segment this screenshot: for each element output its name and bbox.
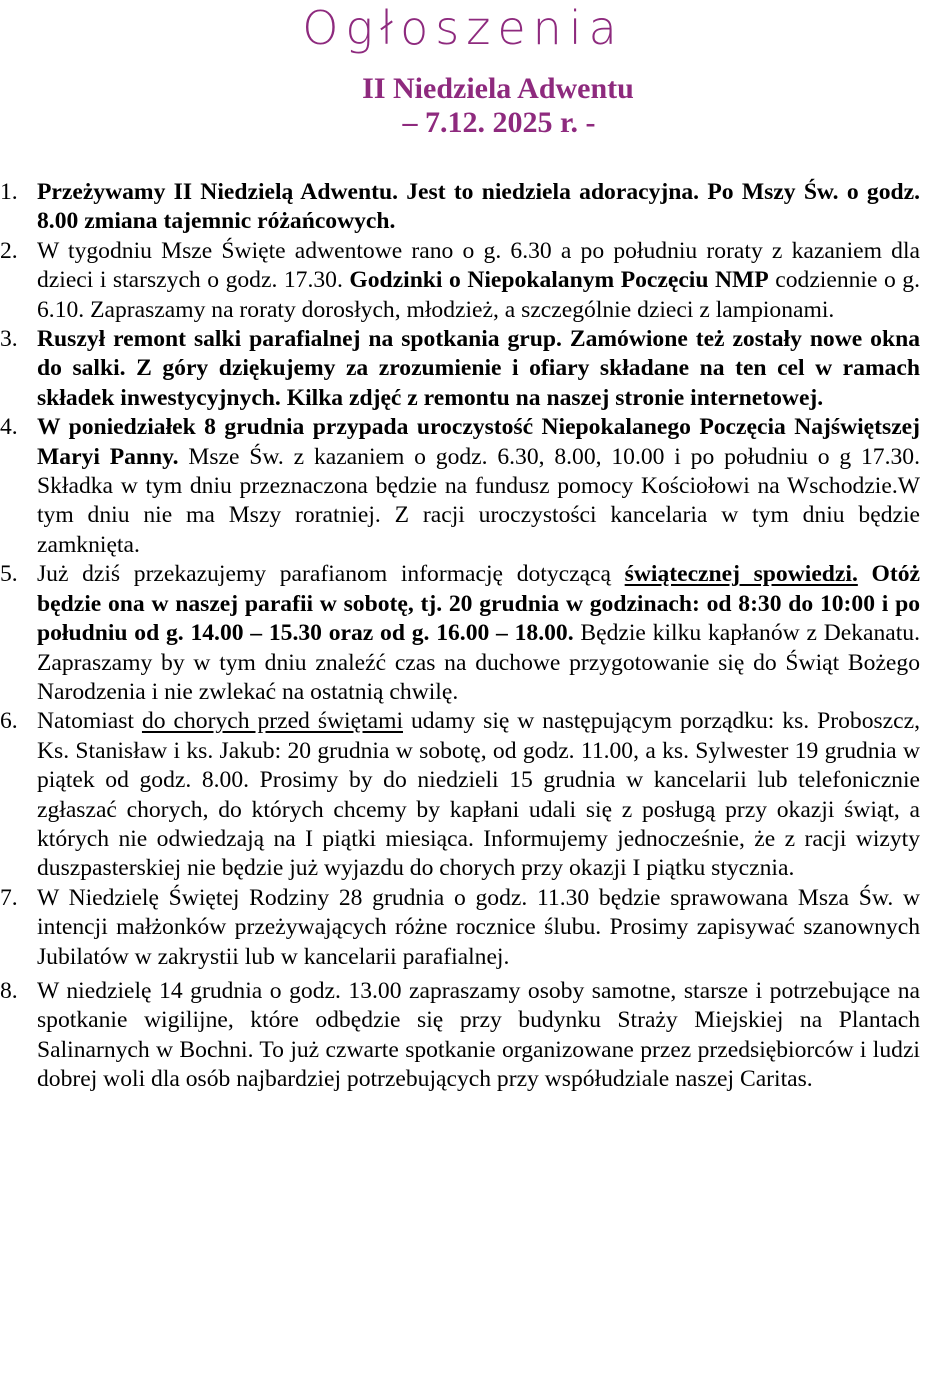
item-text-bold: W poniedziałek 8 grudnia przypada uroczystość Niepokalanego Poczęcia Najświętszej Maryi Panny.	[37, 414, 920, 470]
item-number: 4.	[0, 414, 18, 441]
item-text: W tygodniu Msze Święte adwentowe rano o g. 6.30 a po południu roraty z kazaniem dla dzieci i starszych o godz. 17.30.	[37, 237, 920, 294]
list-item	[0, 237, 926, 325]
item-text: Będzie kilku kapłanów z Dekanatu. Zapraszamy by w tym dniu znaleźć czas na duchowe przygotowanie się do Świąt Bożego Narodzenia i nie zwlekać na ostatnią chwilę.	[37, 620, 920, 705]
item-text: codziennie o g. 6.10. Zapraszamy na roraty dorosłych, młodzież, a szczególnie dzieci z lampionami.	[37, 267, 921, 323]
list-item	[0, 977, 926, 1095]
item-text-bold-underlined: świątecznej spowiedzi.	[624, 561, 858, 588]
item-text: Już dziś przekazujemy parafianom informację dotyczącą	[37, 561, 625, 588]
subtitle-sunday: II Niedziela Adwentu	[362, 72, 634, 105]
announcements-list	[0, 178, 926, 1095]
item-number: 2.	[0, 237, 18, 264]
item-text-bold: Godzinki o Niepokalanym Poczęciu NMP	[349, 267, 769, 294]
item-text: Natomiast	[37, 708, 142, 735]
item-text-underlined: do chorych przed świętami	[141, 708, 403, 735]
list-item	[0, 560, 926, 707]
list-item	[0, 178, 926, 237]
item-text-bold: Ruszył remont salki parafialnej na spotkania grup. Zamówione też zostały nowe okna do salki. Z góry dziękujemy za zrozumienie i ofiary składane na ten cel w ramach składek inwestycyjnych. Kilka zdjęć z remontu na naszej stronie internetowej.	[37, 326, 920, 411]
item-text: W niedzielę 14 grudnia o godz. 13.00 zapraszamy osoby samotne, starsze i potrzebujące na spotkanie wigilijne, które odbędzie się przy budynku Straży Miejskiej na Plantach Salinarnych w Bochni. To już czwarte spotkanie organizowane przez przedsiębiorców i ludzi dobrej woli dla osób najbardziej potrzebujących przy współudziale naszej Caritas.	[37, 977, 920, 1093]
list-item	[0, 325, 926, 413]
subtitle-date: – 7.12. 2025 r. -	[402, 106, 596, 139]
list-item	[0, 707, 926, 883]
item-text-bold: Otóż będzie ona w naszej parafii w sobotę, tj. 20 grudnia w godzinach: od 8:30 do 10:00 i po południu od g. 14.00 – 15.30 oraz od g. 16.00 – 18.00.	[37, 561, 920, 647]
item-number: 6.	[0, 708, 18, 735]
list-item	[0, 884, 926, 972]
item-number: 7.	[0, 884, 18, 911]
item-number: 1.	[0, 179, 18, 205]
list-item	[0, 413, 926, 560]
item-text: Msze Św. z kazaniem o godz. 6.30, 8.00, 10.00 i po południu o g 17.30. Składka w tym dniu przeznaczona będzie na fundusz pomocy Kościołowi na Wschodzie.W tym dniu nie ma Mszy roratniej. Z racji uroczystości kancelaria w tym dniu będzie zamknięta.	[37, 443, 920, 558]
page-title: Ogłoszenia	[302, 1, 624, 55]
item-text: udamy się w następującym porządku: ks. Proboszcz, Ks. Stanisław i ks. Jakub: 20 grudnia w sobotę, od godz. 11.00, a ks. Sylwester 19 grudnia w piątek od godz. 8.00. Prosimy by do niedzieli 15 grudnia w kancelarii lub telefonicznie zgłaszać chorych, do których chcemy by kapłani udali się z posługą przy okazji świąt, a których nie odwiedzają na I piątki miesiąca. Informujemy jednocześnie, że z racji wizyty duszpasterskiej nie będzie już wyjazdu do chorych przy okazji I piątku stycznia.	[37, 708, 920, 882]
item-number: 3.	[0, 326, 18, 353]
item-text-bold: Przeżywamy II Niedzielą Adwentu. Jest to niedziela adoracyjna. Po Mszy Św. o godz. 8.00 zmiana tajemnic różańcowych.	[37, 179, 920, 235]
item-number: 8.	[0, 977, 18, 1004]
item-number: 5.	[0, 561, 18, 588]
item-text: W Niedzielę Świętej Rodziny 28 grudnia o godz. 11.30 będzie sprawowana Msza Św. w intencji małżonków przeżywających różne rocznice ślubu. Prosimy zapisywać szanownych Jubilatów w zakrystii lub w kancelarii parafialnej.	[37, 884, 920, 970]
